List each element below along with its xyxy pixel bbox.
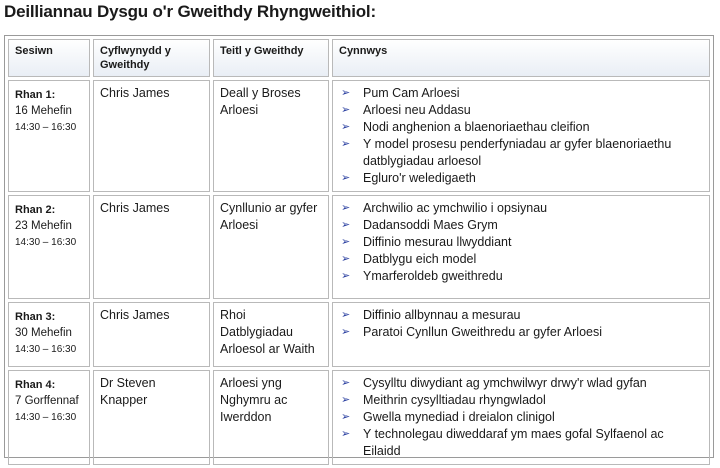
list-item bbox=[339, 426, 703, 460]
presenter-cell: Chris James bbox=[93, 195, 210, 299]
list-item-text: Archwilio ac ymchwilio i opsiynau bbox=[363, 201, 548, 215]
list-item-text: Y technolegau diweddaraf ym maes gofal Sylfaenol ac Eilaidd bbox=[363, 427, 664, 458]
presenter-cell: Dr Steven Knapper bbox=[93, 370, 210, 465]
list-item-text: Gwella mynediad i dreialon clinigol bbox=[363, 410, 555, 424]
table-row bbox=[8, 302, 710, 367]
list-item bbox=[339, 234, 703, 251]
list-item-text: Cysylltu diwydiant ag ymchwilwyr drwy'r wlad gyfan bbox=[363, 376, 647, 390]
list-item-text: Diffinio mesurau llwyddiant bbox=[363, 235, 512, 249]
list-item bbox=[339, 85, 703, 102]
session-cell bbox=[8, 302, 90, 367]
contents-list bbox=[339, 200, 703, 285]
arrow-right-icon: ➢ bbox=[341, 138, 351, 150]
arrow-right-icon: ➢ bbox=[341, 377, 351, 389]
session-date: 16 Mehefin bbox=[15, 105, 72, 117]
workshop-title-cell: Arloesi yng Nghymru ac Iwerddon bbox=[213, 370, 329, 465]
list-item bbox=[339, 409, 703, 426]
list-item bbox=[339, 119, 703, 136]
session-cell bbox=[8, 80, 90, 192]
arrow-right-icon: ➢ bbox=[341, 428, 351, 440]
arrow-right-icon: ➢ bbox=[341, 219, 351, 231]
contents-list bbox=[339, 307, 703, 341]
session-date: 30 Mehefin bbox=[15, 327, 72, 339]
list-item bbox=[339, 268, 703, 285]
contents-cell bbox=[332, 80, 710, 192]
list-item bbox=[339, 217, 703, 234]
contents-cell bbox=[332, 302, 710, 367]
contents-list bbox=[339, 375, 703, 460]
header-session: Sesiwn bbox=[8, 39, 90, 77]
list-item bbox=[339, 375, 703, 392]
table-header-row bbox=[8, 39, 710, 77]
session-time: 14:30 – 16:30 bbox=[15, 122, 77, 133]
table-row bbox=[8, 370, 710, 465]
session-date: 23 Mehefin bbox=[15, 220, 72, 232]
arrow-right-icon: ➢ bbox=[341, 411, 351, 423]
arrow-right-icon: ➢ bbox=[341, 394, 351, 406]
list-item-text: Arloesi neu Addasu bbox=[363, 103, 471, 117]
table-row bbox=[8, 195, 710, 299]
arrow-right-icon: ➢ bbox=[341, 121, 351, 133]
arrow-right-icon: ➢ bbox=[341, 270, 351, 282]
header-workshop-title: Teitl y Gweithdy bbox=[213, 39, 329, 77]
workshop-title-cell: Deall y Broses Arloesi bbox=[213, 80, 329, 192]
presenter-cell: Chris James bbox=[93, 80, 210, 192]
session-label: Rhan 1: bbox=[15, 89, 56, 101]
session-time: 14:30 – 16:30 bbox=[15, 344, 77, 355]
header-presenter: Cyflwynydd y Gweithdy bbox=[93, 39, 210, 77]
contents-cell bbox=[332, 195, 710, 299]
header-contents: Cynnwys bbox=[332, 39, 710, 77]
list-item-text: Paratoi Cynllun Gweithredu ar gyfer Arloesi bbox=[363, 325, 603, 339]
list-item-text: Dadansoddi Maes Grym bbox=[363, 218, 498, 232]
session-time: 14:30 – 16:30 bbox=[15, 412, 77, 423]
session-cell bbox=[8, 195, 90, 299]
session-label: Rhan 4: bbox=[15, 379, 56, 391]
session-label: Rhan 2: bbox=[15, 204, 56, 216]
workshop-title-cell: Rhoi Datblygiadau Arloesol ar Waith bbox=[213, 302, 329, 367]
arrow-right-icon: ➢ bbox=[341, 326, 351, 338]
list-item-text: Meithrin cysylltiadau rhyngwladol bbox=[363, 393, 546, 407]
arrow-right-icon: ➢ bbox=[341, 87, 351, 99]
arrow-right-icon: ➢ bbox=[341, 309, 351, 321]
list-item bbox=[339, 170, 703, 187]
workshop-table bbox=[4, 35, 714, 458]
arrow-right-icon: ➢ bbox=[341, 202, 351, 214]
list-item bbox=[339, 251, 703, 268]
table-row bbox=[8, 80, 710, 192]
list-item bbox=[339, 102, 703, 119]
list-item bbox=[339, 392, 703, 409]
presenter-cell: Chris James bbox=[93, 302, 210, 367]
document-title: Deilliannau Dysgu o'r Gweithdy Rhyngweithiol: bbox=[4, 2, 376, 21]
list-item bbox=[339, 324, 703, 341]
session-date: 7 Gorffennaf bbox=[15, 395, 79, 407]
list-item-text: Nodi anghenion a blaenoriaethau cleifion bbox=[363, 120, 590, 134]
session-time: 14:30 – 16:30 bbox=[15, 237, 77, 248]
arrow-right-icon: ➢ bbox=[341, 104, 351, 116]
contents-cell bbox=[332, 370, 710, 465]
list-item-text: Y model prosesu penderfyniadau ar gyfer blaenoriaethu datblygiadau arloesol bbox=[363, 137, 672, 168]
list-item-text: Datblygu eich model bbox=[363, 252, 477, 266]
list-item-text: Egluro'r weledigaeth bbox=[363, 171, 476, 185]
arrow-right-icon: ➢ bbox=[341, 253, 351, 265]
list-item bbox=[339, 136, 703, 170]
arrow-right-icon: ➢ bbox=[341, 172, 351, 184]
list-item-text: Diffinio allbynnau a mesurau bbox=[363, 308, 521, 322]
session-label: Rhan 3: bbox=[15, 311, 56, 323]
arrow-right-icon: ➢ bbox=[341, 236, 351, 248]
contents-list bbox=[339, 85, 703, 187]
list-item-text: Ymarferoldeb gweithredu bbox=[363, 269, 503, 283]
session-cell bbox=[8, 370, 90, 465]
list-item-text: Pum Cam Arloesi bbox=[363, 86, 460, 100]
list-item bbox=[339, 200, 703, 217]
list-item bbox=[339, 307, 703, 324]
workshop-title-cell: Cynllunio ar gyfer Arloesi bbox=[213, 195, 329, 299]
